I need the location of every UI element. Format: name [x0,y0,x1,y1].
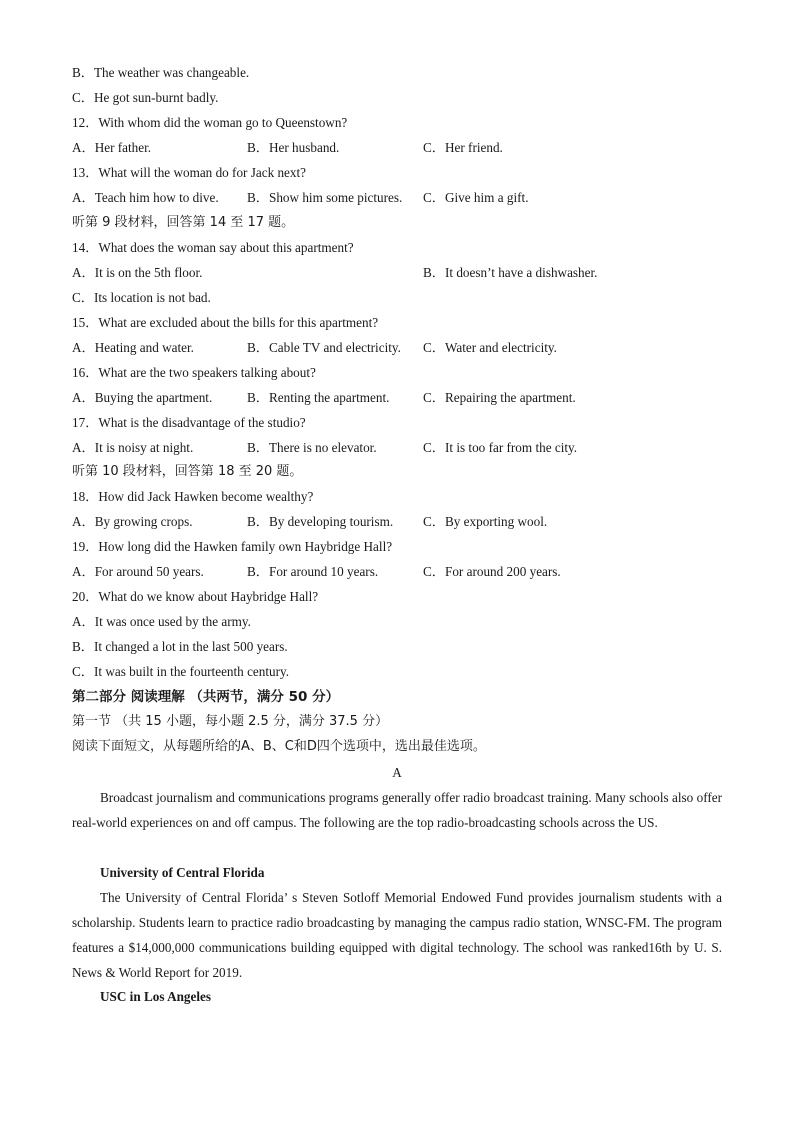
q13-option-c: C．Give him a gift. [423,190,529,205]
q19-option-b: B．For around 10 years. [247,564,379,579]
q20-option-b: B．It changed a lot in the last 500 years. [72,639,288,654]
q16-stem: 16．What are the two speakers talking about? [72,365,316,380]
q17-option-b: B．There is no elevator. [247,440,377,455]
q15-option-a: A．Heating and water. [72,340,194,355]
part-two-title: 第二部分 阅读理解 （共两节，满分 50 分） [72,689,340,705]
q13-option-b: B．Show him some pictures. [247,190,403,205]
school-1-paragraph: The University of Central Florida’ s Steven Sotloff Memorial Endowed Fund provides journalism students with a scholarship. Students learn to practice radio broadcasting by managing the campus radio station, WNSC-FM. The program features a $14,000,000 communications building equipped with digital technology. The school was ranked16th by U. S. News & World Report for 2019. [72,890,722,980]
school-1-heading: University of Central Florida [100,865,265,880]
q19-option-c: C．For around 200 years. [423,564,561,579]
school-2-heading: USC in Los Angeles [100,989,212,1004]
q14-option-b: B．It doesn’t have a dishwasher. [423,265,598,280]
q14-option-c: C．Its location is not bad. [72,290,211,305]
q17-option-a: A．It is noisy at night. [72,440,194,455]
q16-option-c: C．Repairing the apartment. [423,390,576,405]
section-10-instruction: 听第 10 段材料，回答第 18 至 20 题。 [72,464,303,479]
q20-option-c: C．It was built in the fourteenth century. [72,664,290,679]
q12-option-c: C．Her friend. [423,140,503,155]
q13-stem: 13．What will the woman do for Jack next? [72,165,307,180]
q16-option-a: A．Buying the apartment. [72,390,213,405]
q13-option-a: A．Teach him how to dive. [72,190,219,205]
reading-instruction: 阅读下面短文，从每题所给的A、B、C和D四个选项中，选出最佳选项。 [72,739,486,754]
q17-stem: 17．What is the disadvantage of the studio? [72,415,306,430]
q15-stem: 15．What are excluded about the bills for this apartment? [72,315,379,330]
section-one-title: 第一节 （共 15 小题，每小题 2.5 分，满分 37.5 分） [72,714,389,729]
section-9-instruction: 听第 9 段材料，回答第 14 至 17 题。 [72,215,295,230]
q15-option-b: B．Cable TV and electricity. [247,340,401,355]
q20-stem: 20．What do we know about Haybridge Hall? [72,589,319,604]
q12-option-b: B．Her husband. [247,140,340,155]
q11-option-b: B．The weather was changeable. [72,65,250,80]
q15-option-c: C．Water and electricity. [423,340,557,355]
q19-stem: 19．How long did the Hawken family own Haybridge Hall? [72,539,393,554]
q18-option-a: A．By growing crops. [72,514,193,529]
q11-option-c: C．He got sun-burnt badly. [72,90,219,105]
q12-stem: 12．With whom did the woman go to Queenstown? [72,115,348,130]
passage-letter: A [392,765,402,780]
passage-intro [72,785,722,835]
q18-option-b: B．By developing tourism. [247,514,394,529]
q12-option-a: A．Her father. [72,140,152,155]
q14-option-a: A．It is on the 5th floor. [72,265,203,280]
q20-option-a: A．It was once used by the army. [72,614,251,629]
q19-option-a: A．For around 50 years. [72,564,204,579]
q17-option-c: C．It is too far from the city. [423,440,578,455]
school-1-body [72,885,722,985]
q14-stem: 14．What does the woman say about this apartment? [72,240,354,255]
intro-paragraph: Broadcast journalism and communications programs generally offer radio broadcast training. Many schools also offer real-world experiences on and off campus. The following are the top radio-broadcasting schools across the US. [72,790,722,830]
q18-option-c: C．By exporting wool. [423,514,548,529]
q16-option-b: B．Renting the apartment. [247,390,390,405]
q18-stem: 18．How did Jack Hawken become wealthy? [72,489,314,504]
